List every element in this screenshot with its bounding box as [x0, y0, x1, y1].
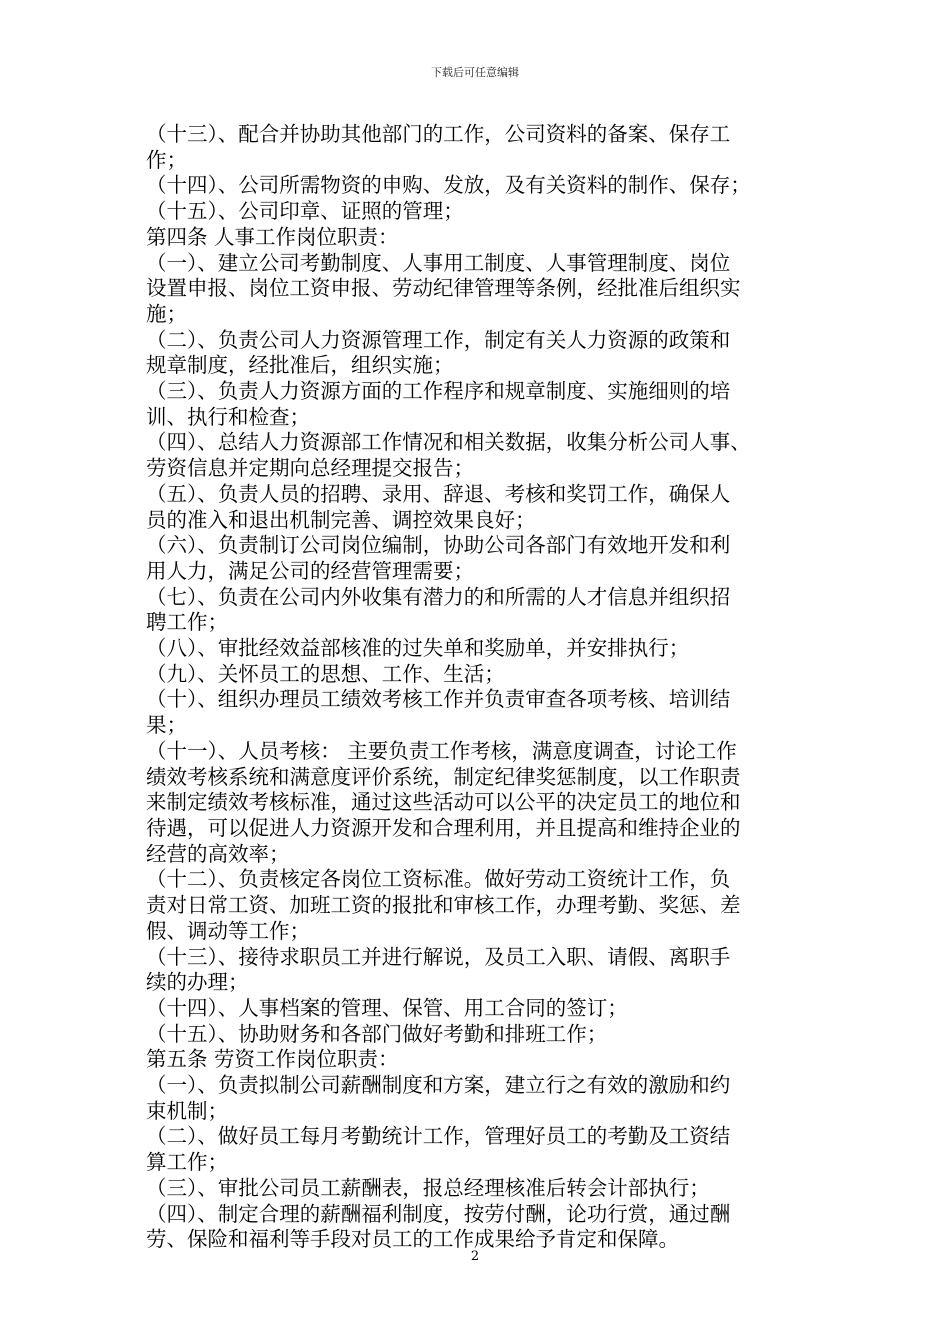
- text-line: （十四）、公司所需物资的申购、发放，及有关资料的制作、保存；: [146, 173, 751, 198]
- text-line: 设置申报、岗位工资申报、劳动纪律管理等条例，经批准后组织实: [146, 276, 741, 301]
- text-line: （五）、负责人员的招聘、录用、辞退、考核和奖罚工作，确保人: [146, 481, 731, 506]
- text-line: （八）、审批经效益部核准的过失单和奖励单，并安排执行；: [146, 636, 690, 661]
- text-line: （一）、负责拟制公司薪酬制度和方案，建立行之有效的激励和约: [146, 1073, 731, 1098]
- text-line: （十）、组织办理员工绩效考核工作并负责审查各项考核、培训结: [146, 687, 731, 712]
- text-line: 经营的高效率；: [146, 841, 290, 866]
- text-line: （十三）、配合并协助其他部门的工作，公司资料的备案、保存工: [146, 122, 731, 146]
- text-line: 施；: [146, 301, 187, 326]
- text-line: （十五）、公司印章、证照的管理；: [146, 199, 464, 224]
- text-line: （四）、制定合理的薪酬福利制度，按劳付酬，论功行赏，通过酬: [146, 1201, 731, 1226]
- text-line: （三）、审批公司员工薪酬表，报总经理核准后转会计部执行；: [146, 1175, 710, 1200]
- page-number: 2: [470, 1249, 480, 1264]
- text-line: 算工作；: [146, 1150, 228, 1175]
- section-heading: 第四条 人事工作岗位职责：: [146, 224, 399, 249]
- text-line: 待遇，可以促进人力资源开发和合理利用，并且提高和维持企业的: [146, 815, 741, 840]
- text-line: 训、执行和检查；: [146, 404, 310, 429]
- text-line: 绩效考核系统和满意度评价系统，制定纪律奖惩制度，以工作职责: [146, 764, 741, 789]
- page-header: 下载后可任意编辑: [431, 66, 519, 79]
- text-line: 续的办理；: [146, 970, 249, 995]
- text-line: 作；: [146, 147, 187, 172]
- text-line: （十四）、人事档案的管理、保管、用工合同的签订；: [146, 995, 628, 1020]
- text-line: （一）、建立公司考勤制度、人事用工制度、人事管理制度、岗位: [146, 250, 731, 275]
- text-line: 规章制度，经批准后，组织实施；: [146, 353, 454, 378]
- text-line: 用人力，满足公司的经营管理需要；: [146, 558, 474, 583]
- text-line: 责对日常工资、加班工资的报批和审核工作，办理考勤、奖惩、差: [146, 893, 741, 918]
- text-line: 劳、保险和福利等手段对员工的工作成果给予肯定和保障。: [146, 1227, 679, 1252]
- text-line: （二）、做好员工每月考勤统计工作，管理好员工的考勤及工资结: [146, 1124, 731, 1149]
- text-line: 假、调动等工作；: [146, 918, 310, 943]
- text-line: （九）、关怀员工的思想、工作、生活；: [146, 661, 505, 686]
- text-line: （十二）、负责核定各岗位工资标准。做好劳动工资统计工作，负: [146, 867, 731, 892]
- document-body: [146, 122, 806, 1253]
- text-line: 员的准入和退出机制完善、调控效果良好；: [146, 507, 536, 532]
- text-line: （七）、负责在公司内外收集有潜力的和所需的人才信息并组织招: [146, 584, 731, 609]
- text-line: 来制定绩效考核标准，通过这些活动可以公平的决定员工的地位和: [146, 790, 741, 815]
- text-line: 束机制；: [146, 1098, 228, 1123]
- text-line: （二）、负责公司人力资源管理工作，制定有关人力资源的政策和: [146, 327, 731, 352]
- section-heading: 第五条 劳资工作岗位职责：: [146, 1047, 399, 1072]
- text-line: （十一）、人员考核： 主要负责工作考核，满意度调查，讨论工作: [146, 738, 737, 763]
- text-line: 果；: [146, 713, 187, 738]
- text-line: （四）、总结人力资源部工作情况和相关数据，收集分析公司人事、: [146, 430, 751, 455]
- text-line: 聘工作；: [146, 610, 228, 635]
- text-line: （六）、负责制订公司岗位编制，协助公司各部门有效地开发和利: [146, 533, 731, 558]
- text-line: （十五）、协助财务和各部门做好考勤和排班工作；: [146, 1021, 608, 1046]
- text-line: （三）、负责人力资源方面的工作程序和规章制度、实施细则的培: [146, 379, 731, 404]
- text-line: （十三）、接待求职员工并进行解说，及员工入职、请假、离职手: [146, 944, 731, 969]
- text-line: 劳资信息并定期向总经理提交报告；: [146, 456, 474, 481]
